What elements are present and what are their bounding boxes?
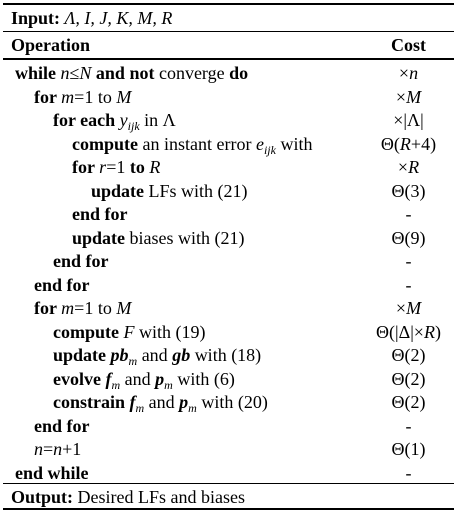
- operation-header: Operation: [11, 35, 90, 55]
- algorithm-row: [3, 131, 454, 157]
- operation-text: while: [15, 63, 61, 83]
- operation-text: m: [135, 401, 145, 415]
- operation-text: compute: [72, 133, 143, 154]
- operation-cell: [53, 248, 109, 274]
- cost-cell: [363, 436, 454, 462]
- operation-text: to: [129, 157, 150, 177]
- operation-text: end while: [15, 462, 89, 483]
- cost-text: ×: [397, 157, 409, 177]
- cost-text: -: [405, 274, 412, 295]
- operation-text: M: [116, 86, 132, 107]
- algorithm-row: [3, 84, 454, 110]
- algorithm-row: [3, 248, 454, 274]
- cost-text: Θ(: [380, 133, 400, 154]
- cost-text: ×: [395, 298, 407, 318]
- algorithm-row: [3, 201, 454, 227]
- operation-cell: [34, 84, 131, 110]
- cost-cell: [363, 60, 454, 86]
- operation-text: for: [34, 86, 62, 107]
- operation-text: f: [105, 368, 112, 389]
- input-line: [3, 5, 454, 31]
- operation-cell: [72, 154, 160, 180]
- cost-text: Θ(2): [391, 368, 426, 389]
- operation-cell: [53, 389, 268, 415]
- cost-cell: [363, 319, 454, 345]
- operation-text: n: [60, 63, 70, 83]
- operation-text: and: [137, 345, 173, 365]
- operation-cell: [53, 342, 261, 368]
- cost-header: Cost: [391, 35, 426, 55]
- operation-text: R: [149, 157, 161, 177]
- cost-text: ×|Λ|: [393, 110, 424, 130]
- operation-text: update: [91, 180, 149, 201]
- cost-text: -: [405, 251, 412, 271]
- operation-text: f: [129, 392, 136, 412]
- bottom-rule: [3, 508, 454, 510]
- cost-text: Θ(1): [391, 439, 426, 459]
- algorithm-row: [3, 413, 454, 439]
- cost-cell: [363, 460, 454, 486]
- algorithm-table: [3, 3, 454, 510]
- cost-cell: [363, 154, 454, 180]
- cost-cell: [363, 107, 454, 133]
- operation-text: p: [179, 392, 189, 412]
- operation-text: +1: [62, 439, 82, 459]
- operation-cell: [72, 225, 245, 251]
- operation-text: n: [34, 439, 43, 459]
- algorithm-row: [3, 366, 454, 392]
- operation-text: e: [255, 133, 264, 154]
- operation-text: N: [79, 63, 92, 83]
- cost-text: -: [405, 415, 412, 436]
- operation-text: y: [119, 110, 128, 130]
- cost-cell: [363, 178, 454, 204]
- operation-text: =: [43, 439, 54, 459]
- input-label: Input:: [11, 8, 65, 28]
- table-header: [3, 32, 454, 58]
- operation-text: converge: [158, 63, 230, 83]
- operation-text: biases with (21): [129, 227, 245, 248]
- operation-cell: [15, 60, 248, 86]
- cost-text: ×: [398, 63, 410, 83]
- operation-text: M: [116, 298, 132, 318]
- operation-text: ijk: [263, 142, 276, 157]
- operation-text: an instant error: [142, 133, 256, 154]
- input-value: Λ, I, J, K, M, R: [64, 8, 173, 28]
- operation-text: with (19): [134, 321, 206, 342]
- cost-cell: [363, 248, 454, 274]
- cost-text: R: [408, 157, 420, 177]
- cost-text: R: [399, 133, 411, 154]
- algorithm-row: [3, 342, 454, 368]
- cost-text: Θ(|Δ|×: [376, 321, 424, 342]
- operation-cell: [53, 319, 206, 345]
- algorithm-row: [3, 272, 454, 298]
- operation-text: update: [53, 345, 111, 365]
- operation-text: for: [72, 157, 100, 177]
- operation-cell: [15, 460, 89, 486]
- operation-text: LFs with (21): [148, 180, 248, 201]
- operation-text: with (20): [196, 392, 268, 412]
- operation-cell: [91, 178, 248, 204]
- operation-text: evolve: [53, 368, 106, 389]
- operation-text: F: [123, 321, 135, 342]
- cost-cell: [363, 201, 454, 227]
- operation-text: for each: [53, 110, 120, 130]
- cost-text: M: [406, 86, 422, 107]
- cost-text: +4): [410, 133, 437, 154]
- operation-text: p: [155, 368, 165, 389]
- operation-text: m: [128, 354, 138, 368]
- cost-cell: [363, 84, 454, 110]
- cost-cell: [363, 225, 454, 251]
- cost-text: Θ(3): [391, 180, 426, 201]
- algorithm-row: [3, 295, 454, 321]
- operation-text: for: [34, 298, 62, 318]
- algorithm-row: [3, 389, 454, 415]
- operation-text: end for: [34, 415, 90, 436]
- operation-text: r: [99, 157, 107, 177]
- operation-cell: [72, 201, 128, 227]
- operation-text: =1: [106, 157, 130, 177]
- operation-text: with (18): [190, 345, 262, 365]
- operation-text: end for: [72, 204, 128, 224]
- operation-text: end for: [34, 274, 90, 295]
- cost-cell: [363, 342, 454, 368]
- operation-text: with (6): [172, 368, 235, 389]
- operation-text: compute: [53, 321, 124, 342]
- operation-text: constrain: [53, 392, 130, 412]
- operation-text: gb: [172, 345, 191, 365]
- output-label: Output:: [11, 487, 74, 507]
- operation-text: m: [188, 401, 197, 415]
- operation-cell: [53, 366, 235, 392]
- operation-text: end for: [53, 251, 109, 271]
- cost-text: Θ(9): [391, 227, 426, 248]
- cost-cell: [363, 295, 454, 321]
- operation-text: m: [164, 377, 173, 392]
- operation-cell: [53, 107, 176, 133]
- operation-text: pb: [110, 345, 129, 365]
- operation-text: in Λ: [139, 110, 176, 130]
- operation-text: and: [144, 392, 180, 412]
- cost-text: ×: [395, 86, 407, 107]
- operation-text: m: [61, 86, 75, 107]
- cost-text: Θ(2): [391, 345, 426, 365]
- cost-text: R: [423, 321, 435, 342]
- cost-cell: [363, 366, 454, 392]
- cost-text: n: [409, 63, 419, 83]
- operation-text: =1 to: [74, 86, 117, 107]
- cost-cell: [363, 389, 454, 415]
- operation-cell: [34, 272, 90, 298]
- algorithm-row: [3, 60, 454, 86]
- operation-text: do: [229, 63, 249, 83]
- algorithm-row: [3, 178, 454, 204]
- operation-text: and not: [91, 63, 159, 83]
- operation-text: and: [120, 368, 156, 389]
- operation-cell: [34, 436, 81, 462]
- operation-text: ≤: [69, 63, 80, 83]
- operation-cell: [34, 413, 90, 439]
- cost-cell: [363, 413, 454, 439]
- operation-text: ijk: [127, 119, 140, 133]
- operation-text: m: [111, 377, 121, 392]
- algorithm-row: [3, 319, 454, 345]
- cost-cell: [363, 131, 454, 157]
- algorithm-row: [3, 107, 454, 133]
- operation-text: m: [61, 298, 75, 318]
- operation-text: update: [72, 227, 130, 248]
- cost-text: ): [434, 321, 441, 342]
- algorithm-row: [3, 154, 454, 180]
- operation-cell: [72, 131, 312, 157]
- operation-text: =1 to: [74, 298, 117, 318]
- cost-cell: [363, 272, 454, 298]
- cost-text: Θ(2): [391, 392, 426, 412]
- operation-cell: [34, 295, 131, 321]
- cost-text: M: [406, 298, 422, 318]
- operation-text: with: [275, 133, 313, 154]
- algorithm-row: [3, 225, 454, 251]
- algorithm-row: [3, 460, 454, 486]
- output-line: [3, 484, 454, 510]
- algorithm-row: [3, 436, 454, 462]
- output-value: Desired LFs and biases: [77, 487, 245, 507]
- cost-text: -: [405, 204, 412, 224]
- operation-text: n: [53, 439, 63, 459]
- cost-text: -: [405, 462, 412, 483]
